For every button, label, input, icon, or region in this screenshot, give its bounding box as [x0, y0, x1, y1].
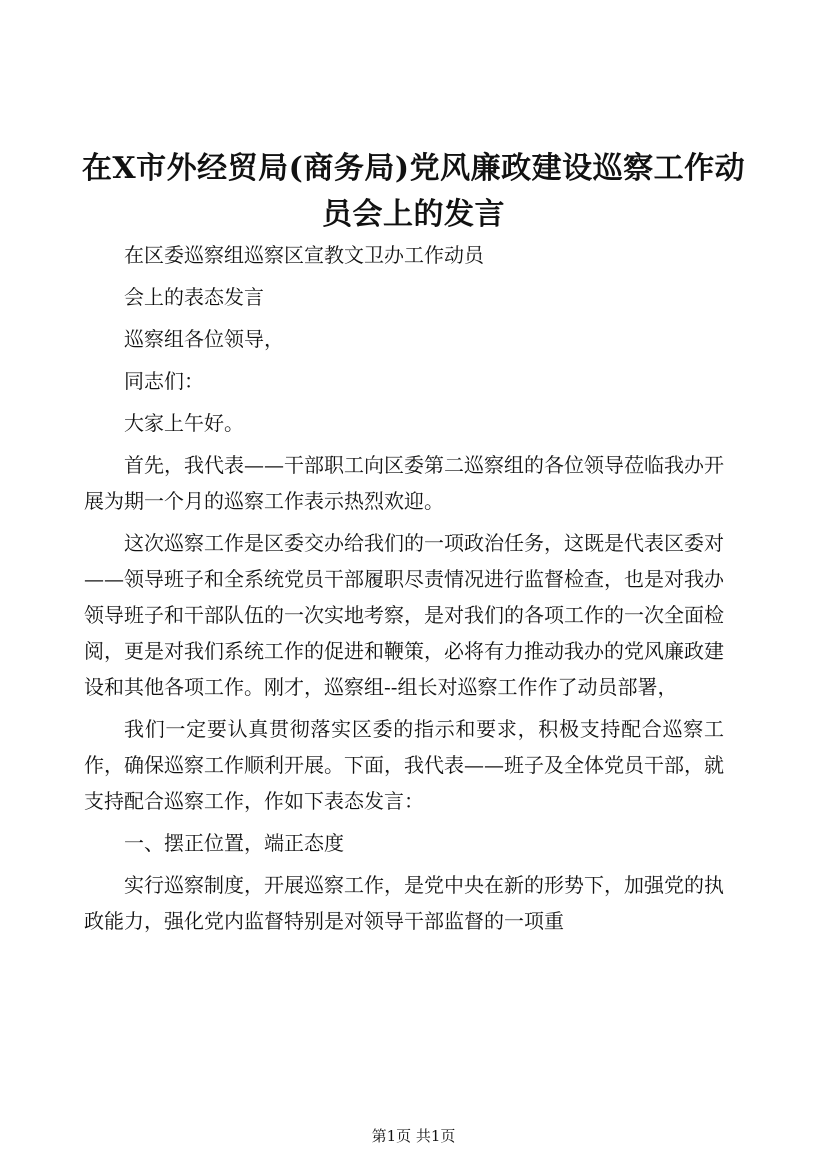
paragraph: 实行巡察制度，开展巡察工作，是党中央在新的形势下，加强党的执政能力，强化党内监督特别是对领导干部监督的一项重 — [84, 873, 724, 933]
page-footer: 第1页 共1页 — [371, 1127, 456, 1145]
section-heading: 一、摆正位置，端正态度 — [124, 831, 344, 855]
paragraph: 我们一定要认真贯彻落实区委的指示和要求，积极支持配合巡察工作，确保巡察工作顺利开展。下面，我代表——班子及全体党员干部，就支持配合巡察工作，作如下表态发言： — [84, 717, 724, 813]
paragraph: 同志们： — [124, 369, 204, 393]
document-body — [84, 237, 724, 945]
paragraph: 巡察组各位领导， — [124, 327, 284, 351]
document-title: 在X市外经贸局(商务局)党风廉政建设巡察工作动员会上的发言 — [81, 151, 746, 232]
paragraph: 大家上午好。 — [124, 411, 244, 435]
paragraph: 首先，我代表——干部职工向区委第二巡察组的各位领导莅临我办开展为期一个月的巡察工作表示热烈欢迎。 — [84, 453, 724, 513]
paragraph: 在区委巡察组巡察区宣教文卫办工作动员 — [124, 243, 484, 267]
paragraph: 这次巡察工作是区委交办给我们的一项政治任务，这既是代表区委对——领导班子和全系统党员干部履职尽责情况进行监督检查，也是对我办领导班子和干部队伍的一次实地考察，是对我们的各项工作的一次全面检阅，更是对我们系统工作的促进和鞭策，必将有力推动我办的党风廉政建设和其他各项工作。刚才，巡察组--组长对巡察工作作了动员部署， — [84, 531, 724, 699]
paragraph: 会上的表态发言 — [124, 285, 264, 309]
